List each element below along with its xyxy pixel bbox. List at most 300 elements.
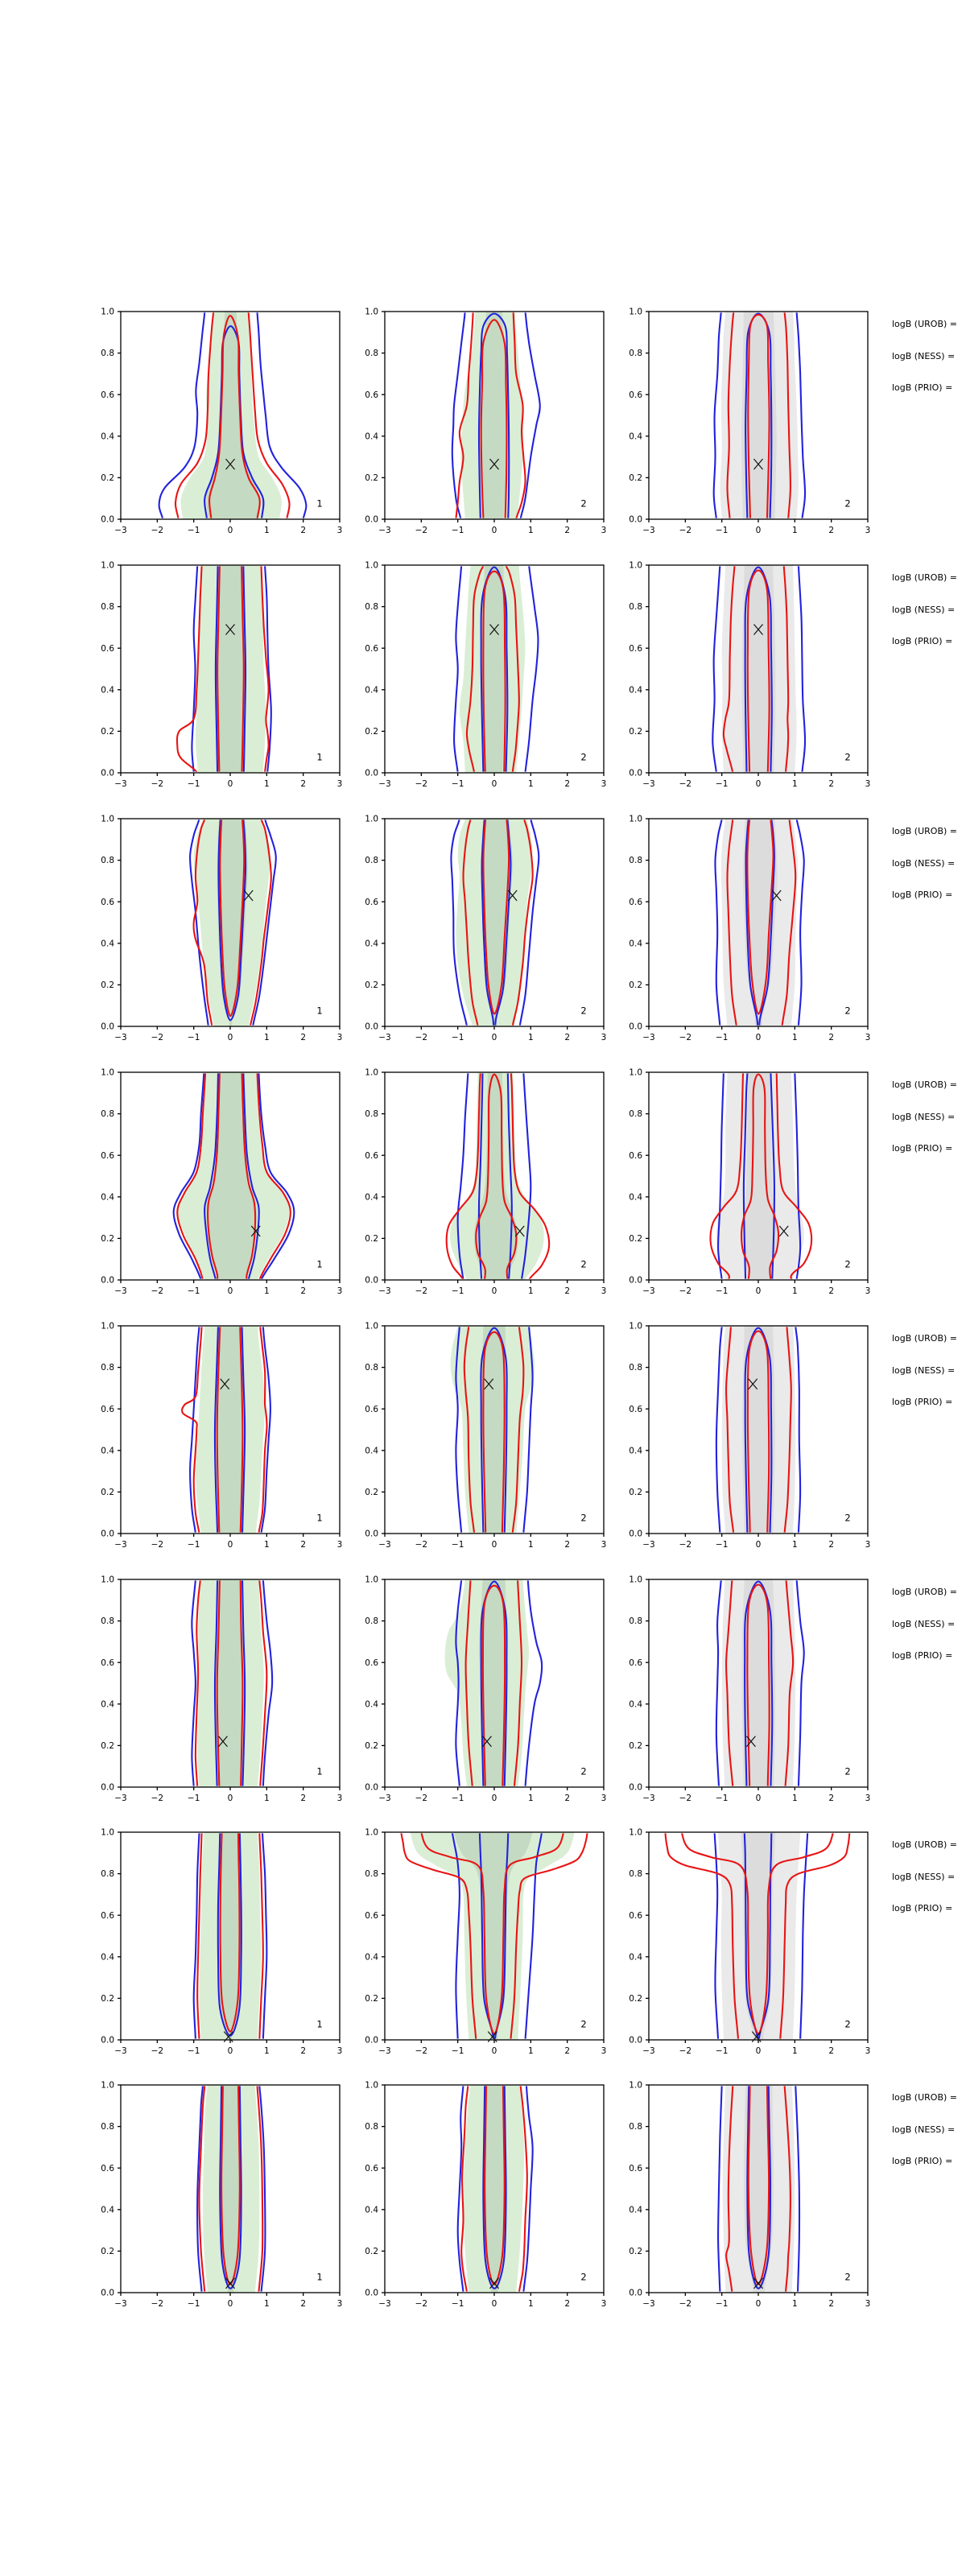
x-tick-label: −1	[451, 2299, 464, 2309]
x-tick-label: 1	[527, 779, 534, 789]
x-tick-label: 1	[791, 526, 798, 535]
x-tick-label: 1	[791, 1794, 798, 1803]
panel-index-label: 2	[844, 497, 851, 510]
x-tick-label: 2	[300, 1540, 307, 1550]
x-tick-label: −2	[679, 1286, 692, 1296]
logB-ness-label: logB (NESS) =	[892, 604, 956, 615]
y-tick-label: 0.8	[365, 856, 378, 866]
x-tick-label: −2	[151, 2299, 164, 2309]
logB-urob-label: logB (UROB) =	[892, 572, 958, 583]
y-tick-label: 0.0	[101, 1275, 114, 1286]
panel-index-label: 2	[844, 1005, 851, 1017]
density-fills	[716, 1064, 804, 1294]
y-tick-label: 0.0	[365, 1529, 378, 1539]
x-tick-label: −3	[114, 1540, 127, 1550]
x-tick-label: −3	[642, 2046, 655, 2056]
x-tick-label: 1	[263, 1286, 270, 1296]
x-tick-label: 3	[336, 1033, 343, 1042]
x-tick-label: 0	[227, 1033, 233, 1042]
x-tick-label: −2	[415, 1286, 428, 1296]
panel-index-label: 2	[580, 1005, 587, 1017]
x-tick-label: −1	[715, 779, 729, 789]
y-tick-label: 0.0	[101, 1529, 114, 1539]
x-tick-label: −1	[715, 1033, 729, 1042]
y-tick-label: 0.6	[629, 1910, 642, 1921]
x-tick-label: 2	[564, 526, 571, 535]
contour-panel-r6c1	[85, 1571, 352, 1811]
contour-panel-r2c2	[349, 557, 616, 797]
logb-text-block-row3	[892, 826, 966, 922]
x-tick-label: 0	[227, 526, 233, 535]
x-tick-label: 2	[564, 1540, 571, 1550]
y-tick-label: 0.8	[629, 602, 642, 613]
y-tick-label: 0.2	[365, 1488, 378, 1497]
logb-text-block-row6	[892, 1587, 966, 1682]
y-tick-label: 0.4	[101, 1952, 114, 1963]
contour-panel-r3c3	[613, 811, 880, 1051]
y-tick-label: 0.6	[101, 1910, 114, 1921]
x-tick-label: 3	[865, 1540, 871, 1550]
y-tick-label: 0.8	[101, 1616, 114, 1627]
y-tick-label: 0.6	[629, 1404, 642, 1414]
x-tick-label: −3	[114, 2299, 127, 2309]
x-tick-label: 0	[227, 1794, 233, 1803]
logB-prio-label: logB (PRIO) =	[892, 890, 953, 900]
x-tick-label: −2	[415, 1540, 428, 1550]
x-tick-label: −1	[451, 1033, 464, 1042]
x-tick-label: 2	[564, 1286, 571, 1296]
x-tick-label: 1	[791, 1033, 798, 1042]
x-tick-label: −1	[187, 526, 200, 535]
x-tick-label: 1	[527, 526, 534, 535]
panel-index-label: 2	[844, 1258, 851, 1270]
x-tick-label: 3	[336, 2046, 343, 2056]
x-tick-label: −1	[715, 1540, 729, 1550]
y-tick-label: 0.2	[629, 980, 642, 990]
x-tick-label: −3	[378, 2299, 391, 2309]
x-tick-label: 1	[791, 1540, 798, 1550]
y-tick-label: 0.2	[629, 1994, 642, 2004]
x-tick-label: −1	[187, 779, 200, 789]
x-tick-label: −3	[378, 526, 391, 535]
y-tick-label: 0.6	[629, 390, 642, 400]
x-tick-label: 1	[263, 1540, 270, 1550]
y-tick-label: 0.8	[101, 349, 114, 359]
y-tick-label: 0.2	[629, 2247, 642, 2256]
y-tick-label: 0.4	[365, 2205, 378, 2215]
x-tick-label: −3	[378, 1286, 391, 1296]
x-tick-label: 3	[336, 1286, 343, 1296]
fill-contour-inner	[483, 557, 506, 786]
x-tick-label: −3	[642, 779, 655, 789]
y-tick-label: 0.8	[101, 856, 114, 866]
x-tick-label: 2	[564, 779, 571, 789]
logB-prio-label: logB (PRIO) =	[892, 1397, 953, 1407]
logb-text-block-row5	[892, 1333, 966, 1429]
y-tick-label: 0.2	[101, 1741, 114, 1751]
x-tick-label: −2	[415, 1033, 428, 1042]
y-tick-label: 0.4	[365, 431, 378, 442]
y-tick-label: 0.2	[365, 1234, 378, 1244]
x-tick-label: 2	[300, 779, 307, 789]
x-tick-label: −1	[187, 1540, 200, 1550]
density-fills	[196, 1318, 265, 1547]
x-tick-label: 2	[828, 1286, 835, 1296]
x-tick-label: 0	[755, 1540, 762, 1550]
density-fills	[197, 1824, 262, 2054]
y-tick-label: 0.0	[101, 514, 114, 525]
x-tick-label: −1	[187, 1033, 200, 1042]
y-tick-label: 0.0	[629, 1782, 642, 1793]
x-tick-label: 2	[828, 779, 835, 789]
contour-panel-r1c2	[349, 303, 616, 543]
x-tick-label: 1	[527, 1794, 534, 1803]
x-tick-label: −3	[114, 779, 127, 789]
y-tick-label: 0.4	[101, 939, 114, 949]
y-tick-label: 0.4	[629, 685, 642, 696]
x-tick-label: 0	[491, 526, 497, 535]
logb-text-block-row7	[892, 1839, 966, 1935]
x-tick-label: −3	[114, 1794, 127, 1803]
y-tick-label: 1.0	[365, 1827, 378, 1838]
x-tick-label: −3	[378, 2046, 391, 2056]
x-tick-label: −2	[151, 1033, 164, 1042]
x-tick-label: −3	[114, 2046, 127, 2056]
x-tick-label: 3	[336, 1794, 343, 1803]
y-tick-label: 0.2	[101, 727, 114, 737]
y-tick-label: 0.4	[365, 1192, 378, 1203]
y-tick-label: 0.4	[101, 685, 114, 696]
y-tick-label: 0.2	[629, 1741, 642, 1751]
y-tick-label: 0.6	[101, 897, 114, 907]
y-tick-label: 1.0	[365, 814, 378, 824]
y-tick-label: 0.2	[101, 1234, 114, 1244]
panel-index-label: 2	[580, 2271, 587, 2283]
x-tick-label: −1	[451, 1540, 464, 1550]
x-tick-label: 0	[491, 1540, 497, 1550]
y-tick-label: 0.6	[101, 1657, 114, 1668]
logB-prio-label: logB (PRIO) =	[892, 2156, 953, 2166]
y-tick-label: 0.4	[365, 1699, 378, 1710]
x-tick-label: 2	[828, 1794, 835, 1803]
logB-ness-label: logB (NESS) =	[892, 1618, 956, 1629]
y-tick-label: 0.8	[101, 1363, 114, 1373]
x-tick-label: 2	[564, 2046, 571, 2056]
x-tick-label: −1	[187, 2299, 200, 2309]
x-tick-label: −3	[378, 1033, 391, 1042]
x-tick-label: 3	[865, 526, 871, 535]
contour-panel-r4c2	[349, 1064, 616, 1304]
y-tick-label: 0.8	[101, 602, 114, 613]
y-tick-label: 0.6	[629, 1150, 642, 1161]
x-tick-label: 0	[227, 1286, 233, 1296]
x-tick-label: −2	[151, 779, 164, 789]
x-tick-label: 0	[491, 2299, 497, 2309]
y-tick-label: 0.6	[365, 390, 378, 400]
x-tick-label: −1	[715, 526, 729, 535]
y-tick-label: 0.2	[365, 2247, 378, 2256]
logB-ness-label: logB (NESS) =	[892, 1871, 956, 1882]
y-tick-label: 0.0	[629, 768, 642, 778]
x-tick-label: −2	[679, 779, 692, 789]
x-tick-label: 2	[828, 2299, 835, 2309]
x-tick-label: −2	[415, 1794, 428, 1803]
y-tick-label: 0.0	[365, 1275, 378, 1286]
x-tick-label: 0	[491, 779, 497, 789]
x-tick-label: 2	[300, 1033, 307, 1042]
x-tick-label: 0	[755, 779, 762, 789]
y-tick-label: 1.0	[629, 2080, 642, 2091]
x-tick-label: 0	[227, 1540, 233, 1550]
x-tick-label: 1	[791, 779, 798, 789]
y-tick-label: 0.2	[365, 980, 378, 990]
panel-index-label: 2	[844, 2271, 851, 2283]
logb-text-block-row1	[892, 319, 966, 415]
y-tick-label: 0.8	[365, 349, 378, 359]
panel-index-label: 2	[580, 1765, 587, 1777]
x-tick-label: 2	[564, 2299, 571, 2309]
x-tick-label: 2	[564, 1794, 571, 1803]
x-tick-label: 3	[336, 526, 343, 535]
x-tick-label: 0	[227, 779, 233, 789]
fill-contour-inner	[217, 557, 245, 786]
x-tick-label: −3	[114, 526, 127, 535]
y-tick-label: 1.0	[101, 2080, 114, 2091]
y-tick-label: 0.2	[101, 980, 114, 990]
x-tick-label: −3	[642, 1540, 655, 1550]
y-tick-label: 0.0	[629, 2288, 642, 2298]
x-tick-label: −2	[679, 1033, 692, 1042]
panel-index-label: 2	[580, 1258, 587, 1270]
logB-ness-label: logB (NESS) =	[892, 2124, 956, 2135]
y-tick-label: 0.6	[629, 1657, 642, 1668]
y-tick-label: 1.0	[365, 2080, 378, 2091]
density-fills	[456, 811, 532, 1042]
y-tick-label: 1.0	[629, 1827, 642, 1838]
x-tick-label: 1	[527, 1540, 534, 1550]
y-tick-label: 0.4	[365, 685, 378, 696]
logB-ness-label: logB (NESS) =	[892, 350, 956, 361]
x-tick-label: 1	[263, 2299, 270, 2309]
panel-index-label: 1	[316, 2018, 323, 2030]
y-tick-label: 1.0	[101, 1067, 114, 1078]
x-tick-label: 2	[828, 1033, 835, 1042]
y-tick-label: 0.8	[629, 1616, 642, 1627]
panel-index-label: 2	[844, 1765, 851, 1777]
x-tick-label: −3	[378, 779, 391, 789]
contour-panel-r4c3	[613, 1064, 880, 1304]
x-tick-label: −2	[679, 1794, 692, 1803]
y-tick-label: 0.4	[365, 1952, 378, 1963]
x-tick-label: 0	[755, 526, 762, 535]
x-tick-label: −1	[451, 779, 464, 789]
y-tick-label: 1.0	[629, 814, 642, 824]
x-tick-label: 3	[601, 1794, 607, 1803]
contour-panel-r2c3	[613, 557, 880, 797]
y-tick-label: 0.2	[365, 473, 378, 483]
panel-index-label: 2	[580, 497, 587, 510]
contour-panel-r5c3	[613, 1318, 880, 1558]
y-tick-label: 0.8	[365, 1109, 378, 1120]
y-tick-label: 0.8	[365, 1363, 378, 1373]
logB-urob-label: logB (UROB) =	[892, 826, 958, 836]
panel-index-label: 1	[316, 497, 323, 510]
x-tick-label: −2	[679, 526, 692, 535]
logb-text-block-row8	[892, 2092, 966, 2188]
x-tick-label: 2	[300, 2046, 307, 2056]
logB-urob-label: logB (UROB) =	[892, 319, 958, 329]
x-tick-label: 2	[828, 2046, 835, 2056]
panel-index-label: 2	[580, 2018, 587, 2030]
x-tick-label: 3	[601, 1286, 607, 1296]
x-tick-label: −3	[378, 1794, 391, 1803]
x-tick-label: 0	[227, 2046, 233, 2056]
x-tick-label: −2	[415, 526, 428, 535]
x-tick-label: −2	[151, 1794, 164, 1803]
y-tick-label: 0.4	[101, 1699, 114, 1710]
x-tick-label: −3	[642, 1286, 655, 1296]
x-tick-label: 3	[336, 1540, 343, 1550]
x-tick-label: −2	[151, 526, 164, 535]
x-tick-label: 3	[865, 779, 871, 789]
x-tick-label: −3	[642, 526, 655, 535]
y-tick-label: 1.0	[629, 307, 642, 317]
x-tick-label: 2	[300, 2299, 307, 2309]
x-tick-label: −2	[151, 1540, 164, 1550]
panel-index-label: 2	[580, 1512, 587, 1524]
x-tick-label: 1	[263, 779, 270, 789]
x-tick-label: 3	[865, 2299, 871, 2309]
x-tick-label: 3	[865, 1286, 871, 1296]
y-tick-label: 0.2	[101, 1994, 114, 2004]
logb-text-block-row4	[892, 1080, 966, 1175]
y-tick-label: 0.8	[629, 1363, 642, 1373]
x-tick-label: 0	[755, 2046, 762, 2056]
density-fills	[712, 1824, 806, 2054]
x-tick-label: 2	[300, 526, 307, 535]
x-tick-label: 3	[336, 779, 343, 789]
y-tick-label: 0.0	[629, 2035, 642, 2046]
x-tick-label: 0	[227, 2299, 233, 2309]
y-tick-label: 0.8	[365, 1869, 378, 1880]
y-tick-label: 0.4	[629, 1952, 642, 1963]
panel-index-label: 1	[316, 1765, 323, 1777]
x-tick-label: 3	[601, 526, 607, 535]
y-tick-label: 0.6	[629, 897, 642, 907]
y-tick-label: 0.0	[101, 2035, 114, 2046]
y-tick-label: 0.0	[365, 2035, 378, 2046]
y-tick-label: 0.8	[101, 2122, 114, 2132]
y-tick-label: 0.6	[365, 1657, 378, 1668]
y-tick-label: 0.8	[629, 1109, 642, 1120]
logB-prio-label: logB (PRIO) =	[892, 1143, 953, 1154]
y-tick-label: 0.0	[365, 1782, 378, 1793]
x-tick-label: 1	[263, 1794, 270, 1803]
y-tick-label: 0.4	[629, 1446, 642, 1456]
y-tick-label: 1.0	[101, 814, 114, 824]
y-tick-label: 0.2	[101, 2247, 114, 2256]
x-tick-label: 3	[601, 1540, 607, 1550]
x-tick-label: 1	[263, 1033, 270, 1042]
logB-prio-label: logB (PRIO) =	[892, 636, 953, 646]
fill-contour-inner	[217, 1318, 243, 1547]
contour-panel-r7c3	[613, 1824, 880, 2064]
y-tick-label: 0.6	[365, 1910, 378, 1921]
y-tick-label: 1.0	[365, 1321, 378, 1331]
x-tick-label: 0	[491, 1794, 497, 1803]
y-tick-label: 1.0	[101, 560, 114, 571]
y-tick-label: 0.2	[629, 473, 642, 483]
y-tick-label: 0.4	[365, 939, 378, 949]
x-tick-label: 1	[527, 1286, 534, 1296]
panel-index-label: 2	[844, 751, 851, 763]
y-tick-label: 0.0	[365, 514, 378, 525]
logB-prio-label: logB (PRIO) =	[892, 1903, 953, 1913]
panel-index-label: 1	[316, 751, 323, 763]
y-tick-label: 0.2	[101, 473, 114, 483]
y-tick-label: 0.2	[629, 1488, 642, 1497]
x-tick-label: −1	[187, 1794, 200, 1803]
y-tick-label: 1.0	[101, 1321, 114, 1331]
contour-panel-r5c1	[85, 1318, 352, 1558]
x-tick-label: 2	[300, 1286, 307, 1296]
y-tick-label: 0.6	[101, 1150, 114, 1161]
panel-index-label: 2	[580, 751, 587, 763]
y-tick-label: 0.8	[101, 1109, 114, 1120]
panel-index-label: 1	[316, 1005, 323, 1017]
contour-panel-r1c3	[613, 303, 880, 543]
x-tick-label: 1	[791, 2299, 798, 2309]
y-tick-label: 0.0	[365, 1022, 378, 1032]
y-tick-label: 1.0	[365, 560, 378, 571]
y-tick-label: 0.0	[629, 1529, 642, 1539]
x-tick-label: 3	[336, 2299, 343, 2309]
x-tick-label: −1	[715, 2046, 729, 2056]
y-tick-label: 0.0	[365, 768, 378, 778]
y-tick-label: 0.0	[629, 1022, 642, 1032]
y-tick-label: 0.4	[629, 939, 642, 949]
x-tick-label: −3	[114, 1033, 127, 1042]
x-tick-label: −3	[642, 1033, 655, 1042]
y-tick-label: 0.2	[629, 1234, 642, 1244]
x-tick-label: 1	[791, 1286, 798, 1296]
panel-index-label: 1	[316, 2271, 323, 2283]
y-tick-label: 0.8	[629, 1869, 642, 1880]
x-tick-label: 1	[263, 2046, 270, 2056]
y-tick-label: 0.8	[365, 1616, 378, 1627]
logb-text-block-row2	[892, 572, 966, 668]
x-tick-label: −1	[715, 1286, 729, 1296]
y-tick-label: 0.6	[101, 643, 114, 654]
y-tick-label: 0.0	[101, 1782, 114, 1793]
y-tick-label: 1.0	[101, 1827, 114, 1838]
density-fills	[464, 2077, 525, 2307]
contour-panel-r7c1	[85, 1824, 352, 2064]
x-tick-label: 3	[601, 2299, 607, 2309]
y-tick-label: 1.0	[101, 307, 114, 317]
y-tick-label: 0.4	[629, 2205, 642, 2215]
y-tick-label: 0.0	[101, 1022, 114, 1032]
y-tick-label: 0.0	[629, 514, 642, 525]
x-tick-label: −2	[151, 2046, 164, 2056]
x-tick-label: 2	[564, 1033, 571, 1042]
y-tick-label: 0.2	[365, 727, 378, 737]
x-tick-label: −2	[415, 2046, 428, 2056]
x-tick-label: 2	[300, 1794, 307, 1803]
x-tick-label: 2	[828, 1540, 835, 1550]
y-tick-label: 1.0	[629, 1321, 642, 1331]
logB-urob-label: logB (UROB) =	[892, 2092, 958, 2103]
